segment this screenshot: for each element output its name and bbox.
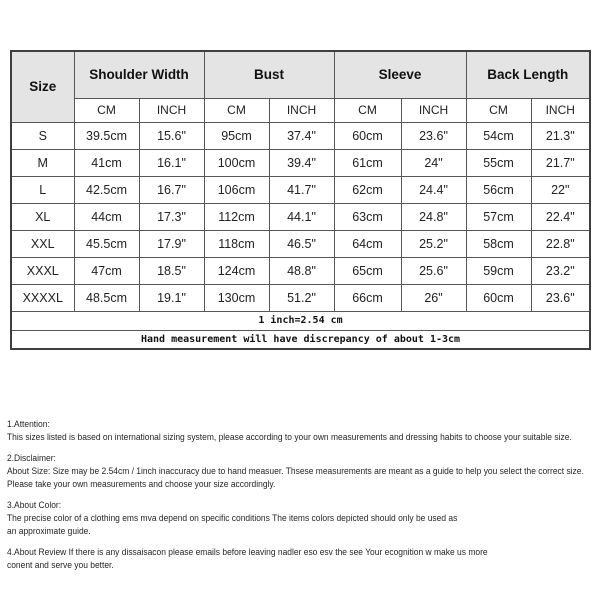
measurement-cell: 46.5" [269, 230, 334, 257]
measurement-cell: 23.6" [401, 122, 466, 149]
measurement-cell: 22" [531, 176, 590, 203]
measurement-cell: 65cm [334, 257, 401, 284]
measurement-cell: 60cm [334, 122, 401, 149]
measurement-cell: 58cm [466, 230, 531, 257]
note-disclaimer [7, 452, 597, 491]
table-row-xl [11, 203, 590, 230]
measurement-cell: 57cm [466, 203, 531, 230]
measurement-cell: 106cm [204, 176, 269, 203]
measurement-cell: 51.2" [269, 284, 334, 311]
measurement-cell: 100cm [204, 149, 269, 176]
unit-header-cm: CM [74, 98, 139, 122]
table-row-m [11, 149, 590, 176]
measurement-cell: 26" [401, 284, 466, 311]
measurement-cell: 19.1" [139, 284, 204, 311]
measurement-cell: 24.4" [401, 176, 466, 203]
note-title: 3.About Color: [7, 500, 62, 510]
measurement-cell: 39.5cm [74, 122, 139, 149]
table-row-l [11, 176, 590, 203]
measurement-cell: 25.6" [401, 257, 466, 284]
measurement-cell: 23.6" [531, 284, 590, 311]
bust-header: Bust [204, 51, 334, 98]
measurement-cell: 59cm [466, 257, 531, 284]
size-label: M [11, 149, 74, 176]
measurement-cell: 23.2" [531, 257, 590, 284]
size-label: XXXL [11, 257, 74, 284]
measurement-cell: 44cm [74, 203, 139, 230]
hand-measurement-note: Hand measurement will have discrepancy of about 1-3cm [11, 330, 590, 349]
measurement-cell: 60cm [466, 284, 531, 311]
measurement-cell: 17.3" [139, 203, 204, 230]
measurement-cell: 56cm [466, 176, 531, 203]
measurement-cell: 42.5cm [74, 176, 139, 203]
note-text: The precise color of a clothing ems mva depend on specific conditions The items colors depicted should only be used as [7, 513, 458, 523]
measurement-cell: 66cm [334, 284, 401, 311]
unit-header-inch: INCH [531, 98, 590, 122]
table-row-xxl [11, 230, 590, 257]
size-label: XXXXL [11, 284, 74, 311]
table-row-xxxl [11, 257, 590, 284]
size-chart-container [10, 50, 589, 350]
measurement-cell: 15.6" [139, 122, 204, 149]
size-label: S [11, 122, 74, 149]
note-text: conent and serve you better. [7, 560, 114, 570]
measurement-cell: 130cm [204, 284, 269, 311]
measurement-cell: 21.3" [531, 122, 590, 149]
note-text: an approximate guide. [7, 526, 91, 536]
measurement-cell: 24" [401, 149, 466, 176]
note-text: This sizes listed is based on international sizing system, please according to your own measurements and dressing habits to choose your suitable size. [7, 432, 572, 442]
note-about-review [7, 546, 597, 572]
measurement-cell: 21.7" [531, 149, 590, 176]
measurement-cell: 61cm [334, 149, 401, 176]
measurement-cell: 17.9" [139, 230, 204, 257]
size-label: XXL [11, 230, 74, 257]
measurement-cell: 41.7" [269, 176, 334, 203]
measurement-cell: 16.7" [139, 176, 204, 203]
shoulder-width-header: Shoulder Width [74, 51, 204, 98]
size-label: XL [11, 203, 74, 230]
note-text: About Size: Size may be 2.54cm / 1inch inaccuracy due to hand measuer. Thsese measurements are meant as a guide to help you select the correct size. [7, 466, 584, 476]
notes-section [7, 418, 597, 580]
size-column-header: Size [11, 51, 74, 122]
unit-header-cm: CM [466, 98, 531, 122]
measurement-cell: 25.2" [401, 230, 466, 257]
sleeve-header: Sleeve [334, 51, 466, 98]
note-title: 2.Disclaimer: [7, 453, 56, 463]
measurement-cell: 48.5cm [74, 284, 139, 311]
measurement-cell: 18.5" [139, 257, 204, 284]
measurement-cell: 45.5cm [74, 230, 139, 257]
note-title: 1.Attention: [7, 419, 50, 429]
unit-header-inch: INCH [139, 98, 204, 122]
measurement-cell: 24.8" [401, 203, 466, 230]
measurement-cell: 55cm [466, 149, 531, 176]
measurement-cell: 16.1" [139, 149, 204, 176]
measurement-cell: 22.8" [531, 230, 590, 257]
measurement-cell: 44.1" [269, 203, 334, 230]
size-chart-table [10, 50, 591, 350]
measurement-cell: 62cm [334, 176, 401, 203]
measurement-cell: 63cm [334, 203, 401, 230]
measurement-cell: 22.4" [531, 203, 590, 230]
measurement-cell: 37.4" [269, 122, 334, 149]
conversion-note-row [11, 311, 590, 330]
measurement-note-row [11, 330, 590, 349]
unit-header-row [11, 98, 590, 122]
unit-header-cm: CM [334, 98, 401, 122]
measurement-cell: 118cm [204, 230, 269, 257]
group-header-row [11, 51, 590, 98]
unit-header-inch: INCH [269, 98, 334, 122]
table-row-xxxxl [11, 284, 590, 311]
inch-conversion-note: 1 inch=2.54 cm [11, 311, 590, 330]
size-label: L [11, 176, 74, 203]
unit-header-inch: INCH [401, 98, 466, 122]
measurement-cell: 48.8" [269, 257, 334, 284]
note-about-color [7, 499, 597, 538]
note-text: Please take your own measurements and choose your size accordingly. [7, 479, 276, 489]
measurement-cell: 54cm [466, 122, 531, 149]
measurement-cell: 95cm [204, 122, 269, 149]
note-attention [7, 418, 597, 444]
measurement-cell: 41cm [74, 149, 139, 176]
back-length-header: Back Length [466, 51, 590, 98]
measurement-cell: 47cm [74, 257, 139, 284]
measurement-cell: 39.4" [269, 149, 334, 176]
measurement-cell: 112cm [204, 203, 269, 230]
table-row-s [11, 122, 590, 149]
measurement-cell: 64cm [334, 230, 401, 257]
note-text: 4.About Review If there is any dissaisacon please emails before leaving nadler eso esv the see Your ecognition w make us more [7, 547, 488, 557]
unit-header-cm: CM [204, 98, 269, 122]
measurement-cell: 124cm [204, 257, 269, 284]
